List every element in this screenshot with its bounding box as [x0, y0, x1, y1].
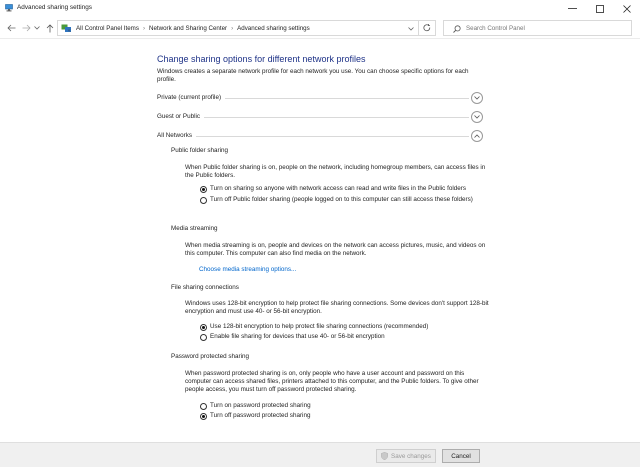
address-toolbar — [0, 17, 640, 39]
public-folder-heading: Public folder sharing — [171, 147, 229, 154]
radio-label: Use 128-bit encryption to help protect file sharing connections (recommended) — [210, 323, 429, 330]
save-changes-label: Save changes — [391, 452, 431, 460]
radio-label: Turn off password protected sharing — [210, 412, 311, 419]
search-icon — [453, 25, 461, 33]
network-icon — [5, 4, 13, 12]
main-content — [0, 40, 640, 442]
breadcrumb-advanced-sharing-settings[interactable]: Advanced sharing settings — [237, 25, 310, 32]
up-button[interactable] — [44, 22, 56, 34]
radio-128-bit[interactable] — [200, 323, 490, 331]
chevron-down-icon — [474, 96, 480, 100]
svg-text:«: « — [68, 28, 71, 33]
breadcrumb-separator: › — [142, 25, 145, 32]
radio-button-selected[interactable] — [200, 186, 207, 193]
refresh-button[interactable] — [419, 20, 436, 36]
profile-all-label: All Networks — [157, 132, 196, 139]
search-placeholder: Search Control Panel — [466, 25, 525, 32]
minimize-button[interactable] — [559, 0, 586, 17]
profile-private[interactable] — [157, 92, 483, 104]
cancel-button[interactable] — [442, 449, 480, 463]
address-dropdown-icon[interactable] — [408, 27, 414, 31]
forward-arrow-icon — [22, 24, 31, 32]
password-description: When password protected sharing is on, only people who have a user account and password on this computer can access shared files, printers attached to this computer, and the Public folders. To give other people access, you must turn off password protected sharing. — [185, 370, 479, 393]
profile-guest[interactable] — [157, 111, 483, 123]
expand-private-button[interactable] — [471, 92, 483, 104]
file-sharing-heading: File sharing connections — [171, 284, 239, 291]
radio-public-off[interactable] — [200, 196, 490, 204]
save-changes-button[interactable] — [376, 449, 436, 463]
close-button[interactable] — [613, 0, 640, 17]
radio-label: Turn on sharing so anyone with network access can read and write files in the Public folders — [210, 185, 466, 192]
shield-icon — [381, 452, 388, 460]
chevron-up-icon — [474, 134, 480, 138]
expand-guest-button[interactable] — [471, 111, 483, 123]
radio-40-56-bit[interactable] — [200, 333, 490, 341]
refresh-icon — [423, 24, 431, 32]
window-title: Advanced sharing settings — [17, 4, 92, 11]
file-sharing-description: Windows uses 128-bit encryption to help protect file sharing connections. Some devices don't support 128-bit encryption and must use 40- or 56-bit encryption. — [185, 300, 489, 315]
profile-private-label: Private (current profile) — [157, 94, 225, 101]
minimize-icon — [568, 4, 577, 13]
radio-label: Turn off Public folder sharing (people logged on to this computer can still access these folders) — [210, 196, 473, 203]
breadcrumb-separator: › — [231, 25, 234, 32]
media-heading: Media streaming — [171, 225, 218, 232]
footer-bar — [0, 442, 640, 467]
cancel-label: Cancel — [451, 452, 471, 460]
radio-public-on[interactable] — [200, 185, 490, 193]
back-button[interactable] — [5, 22, 17, 34]
radio-button[interactable] — [200, 197, 207, 204]
radio-button[interactable] — [200, 403, 207, 410]
chevron-down-icon — [474, 115, 480, 119]
radio-password-off[interactable] — [200, 412, 490, 420]
public-folder-description: When Public folder sharing is on, people on the network, including homegroup members, can access files in the Public folders. — [185, 164, 486, 179]
divider — [157, 136, 469, 137]
radio-button-selected[interactable] — [200, 413, 207, 420]
breadcrumb — [76, 25, 310, 32]
breadcrumb-all-control-panel-items[interactable]: All Control Panel Items — [76, 25, 139, 32]
breadcrumb-network-and-sharing-center[interactable]: Network and Sharing Center — [149, 25, 228, 32]
radio-label: Turn on password protected sharing — [210, 402, 311, 409]
media-streaming-link[interactable]: Choose media streaming options... — [199, 266, 297, 273]
radio-button-selected[interactable] — [200, 324, 207, 331]
control-panel-icon — [61, 24, 72, 33]
radio-password-on[interactable] — [200, 402, 490, 410]
intro-text: Windows creates a separate network profile for each network you use. You can choose specific options for each profile. — [157, 68, 469, 83]
collapse-all-button[interactable] — [471, 130, 483, 142]
chevron-down-icon — [34, 26, 40, 30]
profile-all-networks[interactable] — [157, 130, 483, 142]
forward-button[interactable] — [20, 22, 32, 34]
radio-label: Enable file sharing for devices that use 40- or 56-bit encryption — [210, 333, 385, 340]
page-title: Change sharing options for different network profiles — [157, 54, 366, 64]
recent-locations-button[interactable] — [33, 22, 41, 34]
maximize-icon — [596, 5, 604, 13]
search-input[interactable] — [443, 20, 632, 36]
profile-guest-label: Guest or Public — [157, 113, 204, 120]
up-arrow-icon — [46, 24, 54, 33]
close-icon — [623, 5, 631, 13]
media-description: When media streaming is on, people and devices on the network can access pictures, music, and videos on this computer. This computer can also find media on the network. — [185, 242, 486, 257]
title-bar — [0, 0, 640, 17]
maximize-button[interactable] — [586, 0, 613, 17]
password-heading: Password protected sharing — [171, 353, 250, 360]
address-bar[interactable] — [57, 20, 419, 36]
back-arrow-icon — [7, 24, 16, 32]
radio-button[interactable] — [200, 334, 207, 341]
